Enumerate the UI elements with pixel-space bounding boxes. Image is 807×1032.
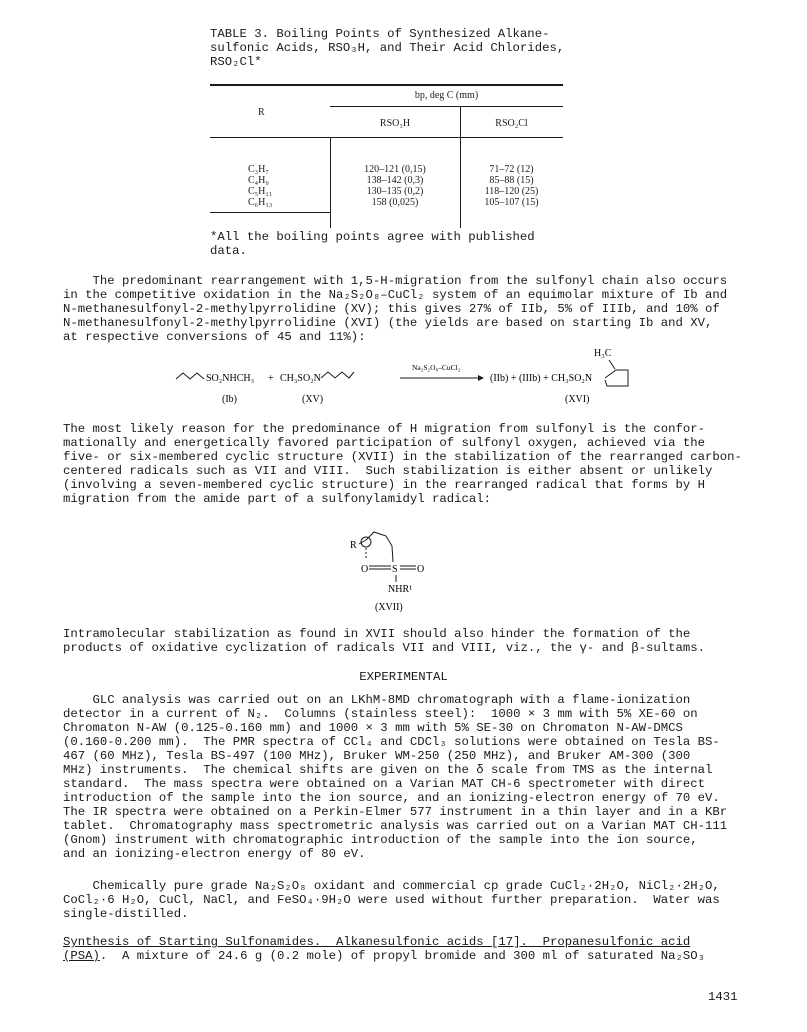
methyl-label: H₃C: [594, 348, 612, 359]
products-text: (IIb) + (IIIb) + CH₃SO₂N: [490, 373, 593, 384]
page-number: 1431: [708, 990, 738, 1004]
paragraph-synthesis: [63, 935, 705, 963]
caption-line: RSO₂Cl*: [210, 55, 262, 69]
text-line: Synthesis of Starting Sulfonamides. Alkanesulfonic acids [17]. Propanesulfonic acid: [63, 935, 691, 949]
column-rso3h-values: [330, 164, 460, 208]
table-cell: 120–121 (0,15): [364, 164, 426, 175]
text-line: (Gnom) instrument with chromatographic introduction of the sample into the ion source,: [63, 833, 698, 847]
footnote-line: *All the boiling points agree with published: [210, 230, 535, 244]
text-line: CoCl₂·6 H₂O, CuCl, NaCl, and FeSO₄·9H₂O were used without further preparation. Water was: [63, 893, 720, 907]
pyrrolidine-ring: [605, 370, 628, 386]
table-cell: 105–107 (15): [484, 197, 539, 208]
reactant1-chain: [176, 373, 204, 379]
amide-group: NHR¹: [388, 584, 413, 595]
reactant1-group: SO₂NHCH₃: [206, 373, 255, 384]
column-group-rule: [330, 106, 563, 107]
column-r-values: [248, 164, 272, 208]
table-cell: 85–88 (15): [489, 175, 534, 186]
text-line: introduction of the sample into the ion source, and an ionizing-electron energy of 70 eV.: [63, 791, 720, 805]
label-ib: (Ib): [222, 394, 237, 405]
text-line: tablet. Chromatography mass spectrometric analysis was carried out on a Varian MAT CH-111: [63, 819, 728, 833]
table-3: [0, 0, 807, 260]
reagent-label: Na₂S₂O₈–CuCl₂: [412, 363, 461, 372]
text-line: GLC analysis was carried out on an LKhM-8MD chromatograph with a flame-ionization: [63, 693, 691, 707]
section-title-experimental: EXPERIMENTAL: [359, 670, 448, 684]
text-line: Chemically pure grade Na₂S₂O₈ oxidant and commercial cp grade CuCl₂·2H₂O, NiCl₂·2H₂O,: [63, 879, 720, 893]
table-cell: C₄H₉: [248, 175, 269, 186]
text-line: The IR spectra were obtained on a Perkin-Elmer 577 instrument in a thin layer and in a KBr: [63, 805, 728, 819]
label-xvii: (XVII): [375, 602, 403, 613]
caption-line: sulfonic Acids, RSO₃H, and Their Acid Chlorides,: [210, 41, 565, 55]
paragraph-glc: [63, 693, 727, 861]
text-line: five- or six-membered cyclic structure (XVII) in the stabilization of the rearranged carbon-: [63, 450, 742, 464]
table-cell: C₅H₁₁: [248, 186, 273, 197]
text-line: in the competitive oxidation in the Na₂S₂O₈–CuCl₂ system of an equimolar mixture of Ib and: [63, 288, 728, 302]
table-cell: 71–72 (12): [489, 164, 534, 175]
text-line: single-distilled.: [63, 907, 189, 921]
text-line: standard. The mass spectra were obtained on a Varian MAT CH-6 spectrometer with direct: [63, 777, 706, 791]
table-cell: C₆H₁₃: [248, 197, 273, 208]
table-top-rule: [210, 84, 563, 86]
text-line: The most likely reason for the predominance of H migration from sulfonyl is the confor-: [63, 422, 706, 436]
text-line: mationally and energetically favored participation of sulfonyl oxygen, achieved via the: [63, 436, 706, 450]
column-group-header: bp, deg C (mm): [414, 90, 479, 101]
arrow-head: [478, 375, 484, 381]
text-line: (0.160-0.200 mm). The PMR spectra of CCl₄ and CDCl₃ solutions were obtained on Tesla BS-: [63, 735, 720, 749]
text-line: at respective conversions of 45 and 11%):: [63, 330, 366, 344]
text-line: (involving a seven-membered cyclic structure) in the rearranged radical that forms by H: [63, 478, 706, 492]
text-span: . A mixture of 24.6 g (0.2 mole) of propyl bromide and 300 ml of saturated Na₂SO₃: [99, 949, 706, 963]
bond: [359, 540, 366, 544]
table-cell: 130–135 (0,2): [366, 186, 424, 197]
plus-sign: +: [268, 373, 274, 384]
paragraph-reagents: [63, 879, 720, 921]
row-header: R: [258, 107, 265, 118]
text-line: Intramolecular stabilization as found in XVII should also hinder the formation of the: [63, 627, 691, 641]
oxygen-right: O: [417, 564, 425, 575]
text-line: N-methanesulfonyl-2-methylpyrrolidine (XVI) (the yields are based on starting Ib and XV,: [63, 316, 713, 330]
sulfur-atom: S: [392, 564, 398, 575]
text-line: migration from the amide part of a sulfonylamidyl radical:: [63, 492, 492, 506]
reactant2-chain: [321, 372, 354, 378]
table-cell: 118–120 (25): [484, 186, 539, 197]
label-xvi: (XVI): [565, 394, 590, 405]
footnote-line: data.: [210, 244, 247, 258]
text-line: products of oxidative cyclization of radicals VII and VIII, viz., the γ- and β-sultams.: [63, 641, 706, 655]
text-line: and an ionizing-electron energy of 80 eV.: [63, 847, 366, 861]
column-header-rso3h: RSO₃H: [379, 118, 411, 129]
paragraph-h-migration: [63, 422, 742, 506]
table-cell: C₃H₇: [248, 164, 269, 175]
text-line: The predominant rearrangement with 1,5-H-migration from the sulfonyl chain also occurs: [63, 274, 728, 288]
column-header-rso2cl: RSO₂Cl: [495, 118, 528, 129]
reactant2-group: CH₃SO₂N: [280, 373, 321, 384]
oxygen-bottom: O: [361, 564, 369, 575]
text-line: N-methanesulfonyl-2-methylpyrrolidine (XV); this gives 27% of IIb, 5% of IIIb, and 10% of: [63, 302, 720, 316]
ring-chain: [366, 532, 393, 562]
underlined-abbrev: (PSA): [63, 949, 100, 963]
column-rso2cl-values: [460, 164, 563, 208]
methyl-bond: [609, 360, 615, 369]
text-line: Chromaton N-AW (0.125-0.160 mm) and 1000 × 3 mm with 5% SE-30 on Chromaton N-AW-DMCS: [63, 721, 683, 735]
table-bottom-rule: [210, 212, 330, 213]
paragraph-rearrangement: [63, 274, 727, 344]
r-group-label: R: [350, 540, 357, 551]
text-line: MHz) instruments. The chemical shifts are given on the δ scale from TMS as the internal: [63, 763, 713, 777]
paragraph-intramolecular: [63, 627, 705, 655]
text-line: [63, 949, 705, 963]
table-cell: 138–142 (0,3): [366, 175, 424, 186]
caption-line: TABLE 3. Boiling Points of Synthesized Alkane-: [210, 27, 550, 41]
header-rule: [210, 137, 563, 138]
structure-xvii: [330, 528, 480, 616]
text-line: 467 (60 MHz), Tesla BS-497 (100 MHz), Bruker WM-250 (250 MHz), and Bruker AM-300 (300: [63, 749, 691, 763]
text-line: centered radicals such as VII and VIII. Such stabilization is either absent or unlikely: [63, 464, 713, 478]
table-cell: 158 (0,025): [371, 197, 419, 208]
label-xv: (XV): [302, 394, 324, 405]
reaction-scheme: [0, 340, 807, 415]
text-line: detector in a current of N₂. Columns (stainless steel): 1000 × 3 mm with 5% XE-60 on: [63, 707, 698, 721]
table-footnote: [210, 230, 535, 258]
